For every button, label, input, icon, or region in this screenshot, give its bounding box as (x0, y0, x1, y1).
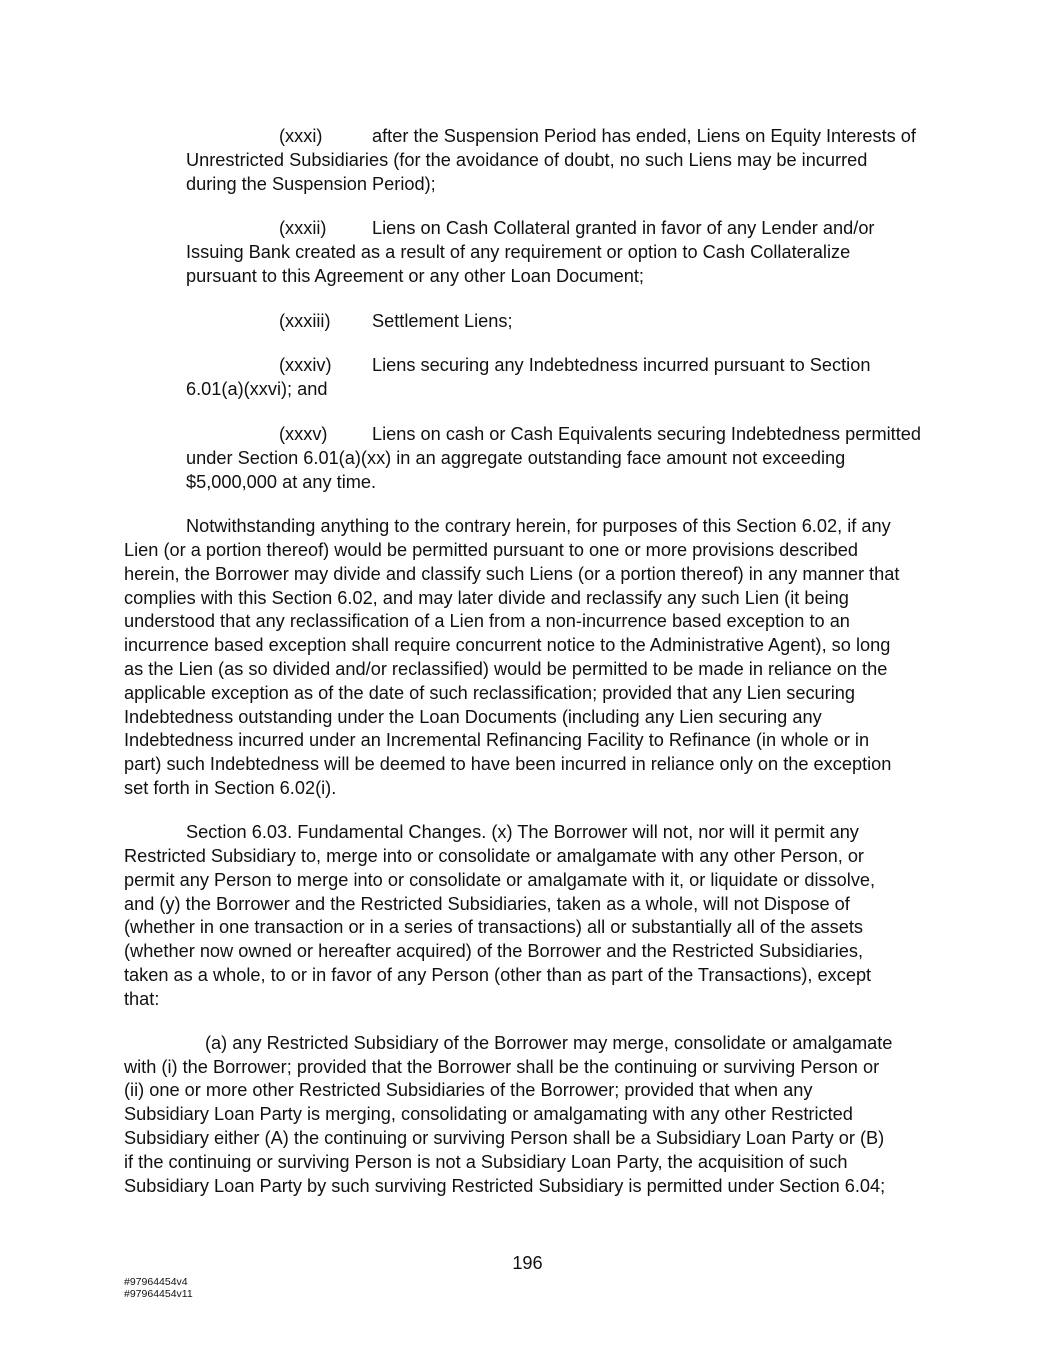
footer-doc-id: #97964454v4 (124, 1276, 188, 1288)
clause-a-line: Subsidiary Loan Party is merging, consolidating or amalgamating with any other Restricted (124, 1104, 853, 1124)
notwithstanding-line: Indebtedness outstanding under the Loan Documents (including any Lien securing any (124, 707, 822, 727)
notwithstanding-line: Lien (or a portion thereof) would be permitted pursuant to one or more provisions described (124, 540, 858, 560)
clause-a-first-line: (a) any Restricted Subsidiary of the Borrower may merge, consolidate or amalgamate (205, 1033, 893, 1053)
clause-marker-xxxi: (xxxi) (279, 126, 323, 146)
clause-a-line: (ii) one or more other Restricted Subsidiaries of the Borrower; provided that when any (124, 1080, 813, 1100)
section-603-line: taken as a whole, to or in favor of any Person (other than as part of the Transactions), except (124, 965, 872, 985)
clause-xxxv-line: $5,000,000 at any time. (186, 472, 377, 492)
clause-xxxi-line: Unrestricted Subsidiaries (for the avoidance of doubt, no such Liens may be incurred (186, 150, 868, 170)
section-603-line: (whether in one transaction or in a series of transactions) all or substantially all of the assets (124, 917, 863, 937)
clause-xxxiii-first-line: Settlement Liens; (372, 311, 513, 331)
clause-marker-xxxiv: (xxxiv) (279, 355, 332, 375)
clause-xxxii-line: pursuant to this Agreement or any other Loan Document; (186, 266, 644, 286)
page-number: 196 (512, 1253, 543, 1273)
notwithstanding-line: incurrence based exception shall require concurrent notice to the Administrative Agent), so long (124, 635, 891, 655)
section-603-line: Restricted Subsidiary to, merge into or consolidate or amalgamate with any other Person, or (124, 846, 864, 866)
clause-xxxv-first-line: Liens on cash or Cash Equivalents securing Indebtedness permitted (372, 424, 921, 444)
clause-xxxii-first-line: Liens on Cash Collateral granted in favor of any Lender and/or (372, 218, 875, 238)
section-603-first-line: Section 6.03. Fundamental Changes. (x) The Borrower will not, nor will it permit any (186, 822, 859, 842)
footer-doc-id: #97964454v11 (124, 1288, 193, 1300)
section-603-line: that: (124, 989, 160, 1009)
notwithstanding-line: herein, the Borrower may divide and classify such Liens (or a portion thereof) in any manner that (124, 564, 900, 584)
clause-a-line: with (i) the Borrower; provided that the Borrower shall be the continuing or surviving Person or (124, 1057, 880, 1077)
clause-a-line: Subsidiary either (A) the continuing or surviving Person shall be a Subsidiary Loan Party or (B) (124, 1128, 885, 1148)
notwithstanding-line: understood that any reclassification of a Lien from a non-incurrence based exception to an (124, 611, 850, 631)
notwithstanding-line: complies with this Section 6.02, and may later divide and reclassify any such Lien (it being (124, 588, 849, 608)
notwithstanding-line: applicable exception as of the date of such reclassification; provided that any Lien securing (124, 683, 855, 703)
notwithstanding-first-line: Notwithstanding anything to the contrary herein, for purposes of this Section 6.02, if any (186, 516, 891, 536)
clause-marker-xxxii: (xxxii) (279, 218, 327, 238)
notwithstanding-line: as the Lien (as so divided and/or reclassified) would be permitted to be made in reliance on the (124, 659, 888, 679)
section-603-line: permit any Person to merge into or consolidate or amalgamate with it, or liquidate or dissolve, (124, 870, 876, 890)
notwithstanding-line: set forth in Section 6.02(i). (124, 778, 337, 798)
notwithstanding-line: Indebtedness incurred under an Incremental Refinancing Facility to Refinance (in whole or in (124, 730, 870, 750)
section-603-line: and (y) the Borrower and the Restricted Subsidiaries, taken as a whole, will not Dispose of (124, 894, 850, 914)
clause-a-line: if the continuing or surviving Person is not a Subsidiary Loan Party, the acquisition of such (124, 1152, 848, 1172)
notwithstanding-line: part) such Indebtedness will be deemed to have been incurred in reliance only on the exception (124, 754, 892, 774)
section-603-line: (whether now owned or hereafter acquired) of the Borrower and the Restricted Subsidiaries, (124, 941, 864, 961)
clause-xxxi-first-line: after the Suspension Period has ended, Liens on Equity Interests of (372, 126, 916, 146)
clause-marker-xxxiii: (xxxiii) (279, 311, 331, 331)
clause-xxxiv-line: 6.01(a)(xxvi); and (186, 379, 328, 399)
clause-a-line: Subsidiary Loan Party by such surviving Restricted Subsidiary is permitted under Section 6.04; (124, 1176, 886, 1196)
clause-xxxv-line: under Section 6.01(a)(xx) in an aggregate outstanding face amount not exceeding (186, 448, 846, 468)
clause-xxxi-line: during the Suspension Period); (186, 174, 436, 194)
clause-xxxii-line: Issuing Bank created as a result of any requirement or option to Cash Collateralize (186, 242, 851, 262)
clause-xxxiv-first-line: Liens securing any Indebtedness incurred pursuant to Section (372, 355, 871, 375)
clause-marker-xxxv: (xxxv) (279, 424, 328, 444)
